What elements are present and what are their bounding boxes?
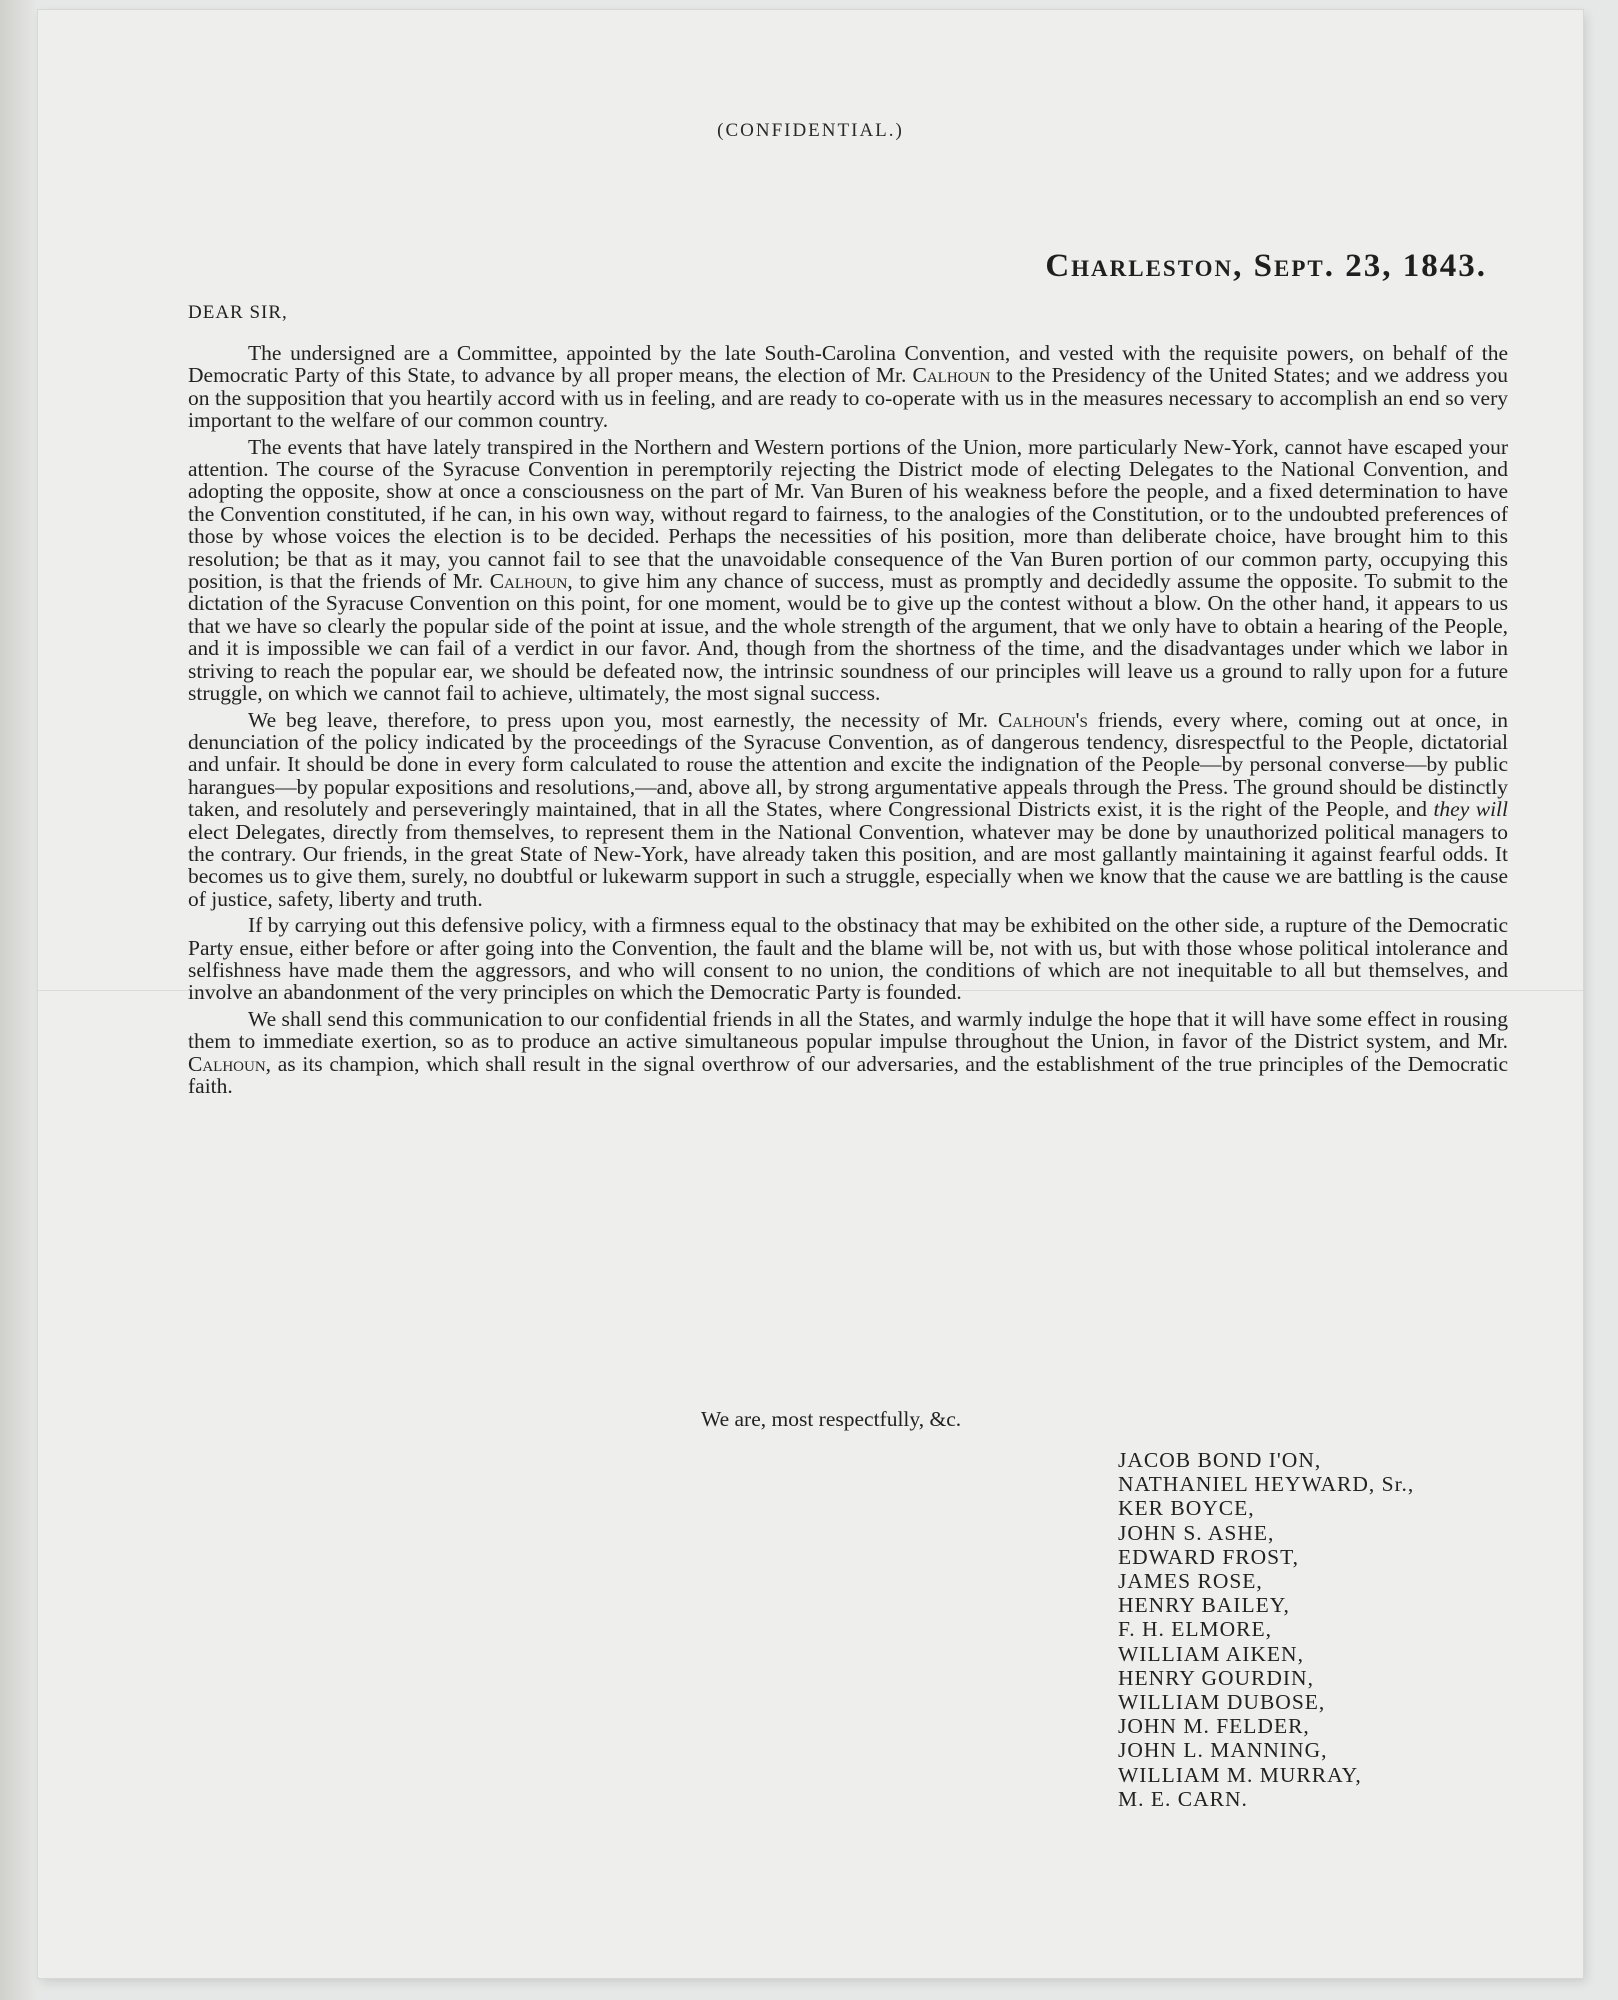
- letter-paragraph: [188, 436, 1508, 705]
- confidential-header: (CONFIDENTIAL.): [717, 120, 904, 141]
- signatory-name: M. E. CARN.: [1118, 1786, 1248, 1811]
- signatory-name: JOHN M. FELDER,: [1118, 1714, 1310, 1739]
- signatory-name: EDWARD FROST,: [1118, 1544, 1300, 1569]
- paragraph-text: We shall send this communication to our confidential friends in all the States, and warmly indulge the hope that it will have some effect in rousing them to immediate exertion, so as to produce an active simultaneous popular impulse throughout the Union, in favor of the District system, and Mr.: [188, 1006, 1508, 1054]
- paragraph-text: friends, every where, coming out at once, in denunciation of the policy indicated by the proceedings of the Syracuse Convention, as of dangerous tendency, disrespectful to the People, dictatorial and unfair. It should be done in every form calculated to rouse the attention and excite the indignation of the People—by personal converse—by public harangues—by popular expositions and resolutions,—and, above all, by strong argumentative appeals through the Press. The ground should be distinctly taken, and resolutely and perseveringly maintained, that in all the States, where Congressional Districts exist, it is the right of the People, and: [188, 707, 1508, 822]
- paragraph-text: to the Presidency of the United States; and we address you on the supposition that you heartily accord with us in feeling, and are ready to co-operate with us in the measures necessary to accomplish an end so very important to the welfare of our common country.: [188, 363, 1508, 433]
- name-small-caps: Calhoun: [188, 1051, 266, 1076]
- letter-paragraph: [188, 709, 1508, 911]
- signatory-name: WILLIAM M. MURRAY,: [1118, 1762, 1362, 1787]
- letter-paragraph: [188, 914, 1508, 1004]
- signatory-name: F. H. ELMORE,: [1118, 1617, 1273, 1642]
- paragraph-text: , as its champion, which shall result in the signal overthrow of our adversaries, and the establishment of the true principles of the Democratic faith.: [188, 1051, 1508, 1098]
- signature-list: [1118, 1448, 1414, 1811]
- signatory-name: WILLIAM DUBOSE,: [1118, 1690, 1326, 1715]
- signatory-name: NATHANIEL HEYWARD, Sr.,: [1118, 1472, 1415, 1497]
- paragraph-text: The events that have lately transpired in the Northern and Western portions of the Union, more particularly New-York, cannot have escaped your attention. The course of the Syracuse Convention in peremptorily rejecting the District mode of electing Delegates to the National Convention, and adopting the opposite, show at once a consciousness on the part of Mr. Van Buren of his weakness before the people, and a fixed determination to have the Convention constituted, if he can, in his own way, without regard to fairness, to the analogies of the Constitution, or to the undoubted preferences of those by whose voices the election is to be decided. Perhaps the necessities of his position, more than deliberate choice, have brought him to this resolution; be that as it may, you cannot fail to see that the unavoidable consequence of the Van Buren portion of our common party, occupying this position, is that the friends of Mr.: [188, 434, 1508, 594]
- paragraph-text: If by carrying out this defensive policy, with a firmness equal to the obstinacy that may be exhibited on the other side, a rupture of the Democratic Party ensue, either before or after going into the Convention, the fault and the blame will be, not with us, but with those whose political intolerance and selfishness have made them the aggressors, and who will consent to no union, the conditions of which are not inequitable to all but themselves, and involve an abandonment of the very principles on which the Democratic Party is founded.: [188, 913, 1508, 1005]
- paragraph-text: elect Delegates, directly from themselves, to represent them in the National Convention, whatever may be done by unauthorized political managers to the contrary. Our friends, in the great State of New-York, have already taken this position, and are most gallantly maintaining it against fearful odds. It becomes us to give them, surely, no doubtful or lukewarm support in such a struggle, especially when we know that the cause we are battling is the cause of justice, safety, liberty and truth.: [188, 819, 1508, 911]
- letter-paragraph: [188, 1008, 1508, 1098]
- paragraph-text: We beg leave, therefore, to press upon you, most earnestly, the necessity of Mr.: [248, 707, 998, 732]
- signatory-name: JOHN L. MANNING,: [1118, 1738, 1328, 1763]
- page-left-edge: [0, 0, 38, 2000]
- signatory-name: JAMES ROSE,: [1118, 1569, 1263, 1594]
- name-small-caps: Calhoun's: [997, 707, 1088, 732]
- signatory-name: JOHN S. ASHE,: [1118, 1520, 1275, 1545]
- paragraph-text: , to give him any chance of success, must as promptly and decidedly assume the opposite. To submit to the dictation of the Syracuse Convention on this point, for one moment, would be to give up the contest without a blow. On the other hand, it appears to us that we have so clearly the popular side of the point at issue, and the whole strength of the argument, that we only have to obtain a hearing of the People, and it is impossible we can fail of a verdict in our favor. And, though from the shortness of the time, and the disadvantages under which we labor in striving to reach the popular ear, we should be defeated now, the intrinsic soundness of our principles will leave us a ground to rally upon for a future struggle, on which we cannot fail to achieve, ultimately, the most signal success.: [188, 569, 1508, 706]
- emphasis-italic: they will: [1433, 797, 1508, 822]
- salutation: DEAR SIR,: [188, 302, 288, 323]
- signatory-name: JACOB BOND I'ON,: [1118, 1448, 1322, 1472]
- signatory-name: WILLIAM AIKEN,: [1118, 1641, 1304, 1666]
- letter-sheet: [38, 10, 1583, 1978]
- letter-body: [188, 342, 1508, 1101]
- letter-paragraph: [188, 342, 1508, 432]
- paragraph-text: The undersigned are a Committee, appointed by the late South-Carolina Convention, and vested with the requisite powers, on behalf of the Democratic Party of this State, to advance by all proper means, the election of Mr.: [188, 341, 1508, 388]
- signatory-name: KER BOYCE,: [1118, 1496, 1255, 1521]
- signatory-name: HENRY BAILEY,: [1118, 1593, 1290, 1618]
- name-small-caps: Calhoun: [489, 569, 568, 594]
- dateline: Charleston, Sept. 23, 1843.: [1045, 248, 1487, 284]
- closing-line: We are, most respectfully, &c.: [701, 1407, 962, 1431]
- signatory-name: HENRY GOURDIN,: [1118, 1665, 1314, 1690]
- name-small-caps: Calhoun: [912, 363, 991, 388]
